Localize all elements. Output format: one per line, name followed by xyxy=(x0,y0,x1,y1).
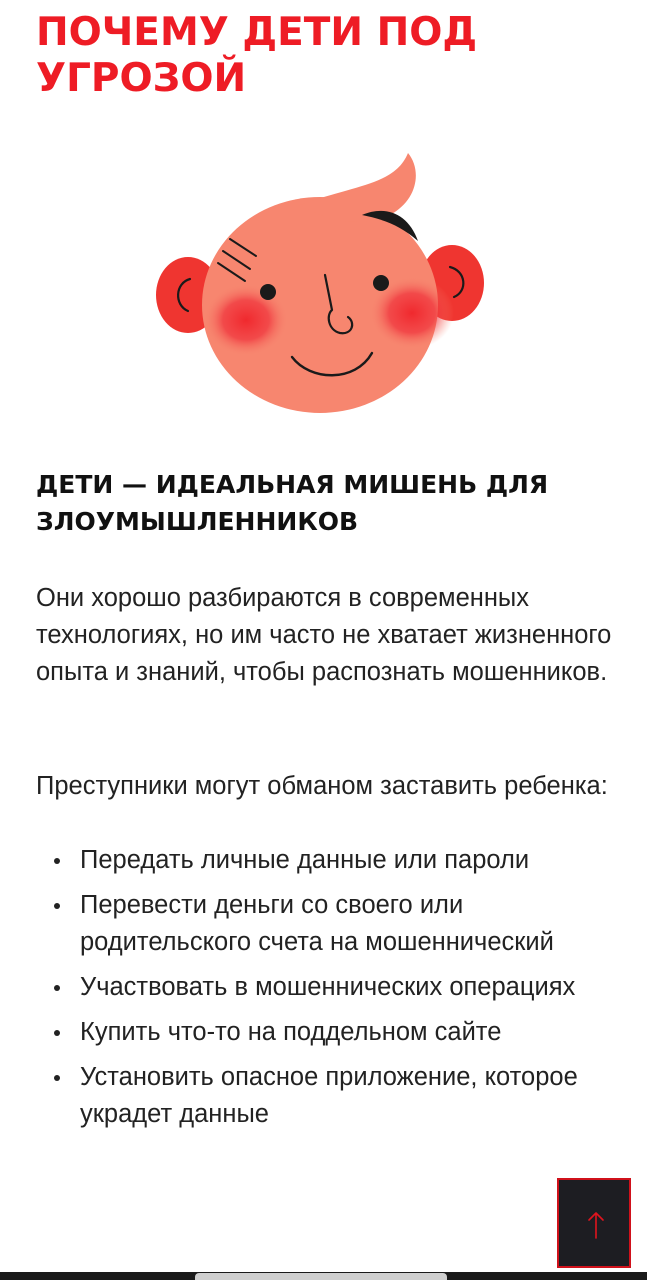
list-item-text: Купить что-то на поддельном сайте xyxy=(80,1018,502,1046)
bullet-dot xyxy=(54,1075,60,1081)
list-item-text: Участвовать в мошеннических операциях xyxy=(80,973,576,1001)
intro-paragraph: Они хорошо разбираются в современных технологиях, но им часто не хватает жизненного опыта и знаний, чтобы распознать мошенников. xyxy=(36,584,612,686)
list-item xyxy=(36,842,596,879)
list-item-text: Установить опасное приложение, которое украдет данные xyxy=(80,1063,578,1128)
list-item xyxy=(36,1059,596,1133)
bullet-dot xyxy=(54,1030,60,1036)
home-indicator[interactable] xyxy=(195,1273,447,1280)
arrow-up-icon xyxy=(586,1210,606,1240)
section-heading: ДЕТИ — ИДЕАЛЬНАЯ МИШЕНЬ ДЛЯ ЗЛОУМЫШЛЕННИКОВ xyxy=(36,470,549,536)
list-item-text: Передать личные данные или пароли xyxy=(80,846,530,874)
child-face-illustration xyxy=(150,145,495,425)
bullet-dot xyxy=(54,903,60,909)
list-item xyxy=(36,1014,596,1051)
list-item-text: Перевести деньги со своего или родительского счета на мошеннический xyxy=(80,891,554,956)
list-item xyxy=(36,969,596,1006)
bullet-dot xyxy=(54,985,60,991)
list-item xyxy=(36,887,596,961)
threats-intro-paragraph: Преступники могут обманом заставить ребенка: xyxy=(36,772,608,800)
threats-list xyxy=(36,842,596,1141)
page-title: ПОЧЕМУ ДЕТИ ПОД УГРОЗОЙ xyxy=(36,10,478,101)
bullet-dot xyxy=(54,858,60,864)
scroll-to-top-button[interactable] xyxy=(557,1178,631,1268)
